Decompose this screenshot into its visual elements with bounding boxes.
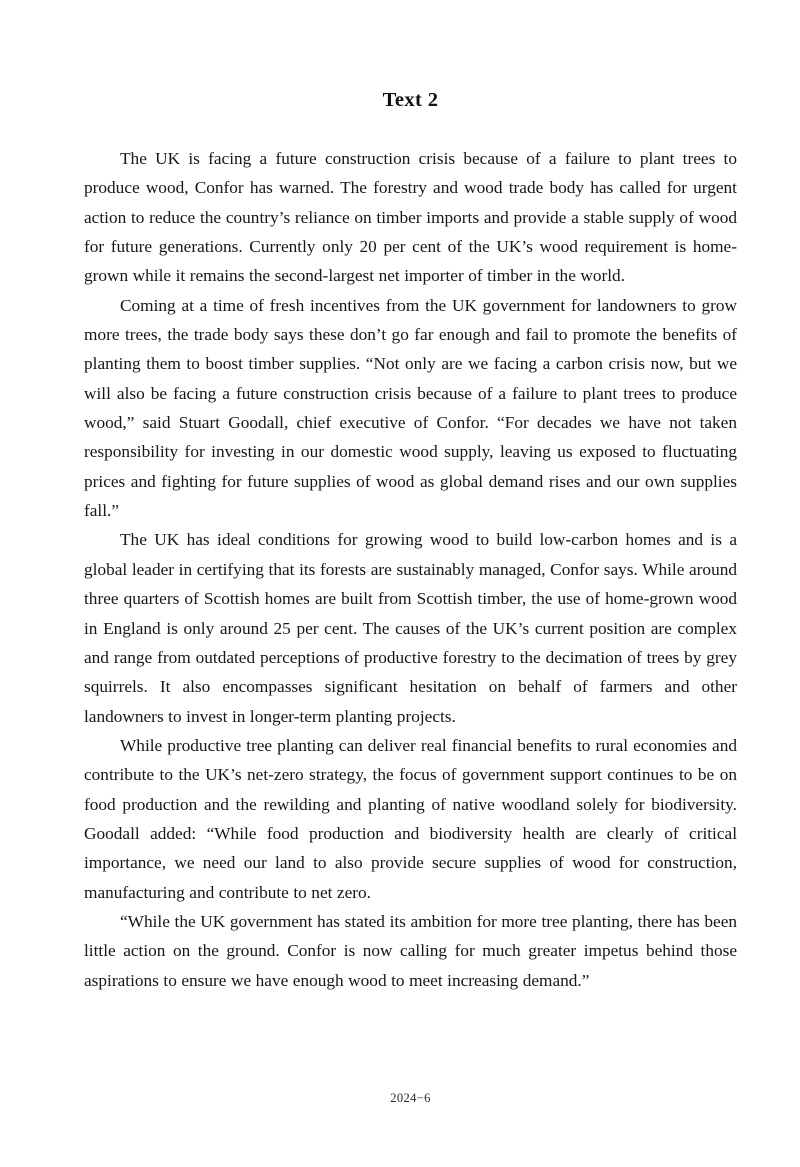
- article-body: [84, 144, 737, 995]
- paragraph-5: “While the UK government has stated its ambition for more tree planting, there has been little action on the ground. Confor is now calling for much greater impetus behind those aspirations to ensure we have enough wood to meet increasing demand.”: [84, 911, 737, 990]
- paragraph-2: Coming at a time of fresh incentives from the UK government for landowners to grow more trees, the trade body says these don’t go far enough and fail to promote the benefits of planting them to boost timber supplies. “Not only are we facing a carbon crisis now, but we will also be facing a future construction crisis because of a failure to plant trees to produce wood,” said Stuart Goodall, chief executive of Confor. “For decades we have not taken responsibility for investing in our domestic wood supply, leaving us exposed to fluctuating prices and fighting for future supplies of wood as global demand rises and our own supplies fall.”: [84, 295, 737, 521]
- page-title: Text 2: [382, 89, 439, 111]
- page-footer-number: 2024−6: [390, 1091, 431, 1105]
- paragraph-1: The UK is facing a future construction crisis because of a failure to plant trees to produce wood, Confor has warned. The forestry and wood trade body has called for urgent action to reduce the country’s reliance on timber imports and provide a stable supply of wood for future generations. Currently only 20 per cent of the UK’s wood requirement is home-grown while it remains the second-largest net importer of timber in the world.: [84, 149, 737, 286]
- paragraph-4: While productive tree planting can deliver real financial benefits to rural economies and contribute to the UK’s net-zero strategy, the focus of government support continues to be on food production and the rewilding and planting of native woodland solely for biodiversity. Goodall added: “While food production and biodiversity health are clearly of critical importance, we need our land to also provide secure supplies of wood for construction, manufacturing and contribute to net zero.: [84, 735, 737, 902]
- paragraph-3: The UK has ideal conditions for growing wood to build low-carbon homes and is a global leader in certifying that its forests are sustainably managed, Confor says. While around three quarters of Scottish homes are built from Scottish timber, the use of home-grown wood in England is only around 25 per cent. The causes of the UK’s current position are complex and range from outdated perceptions of productive forestry to the decimation of trees by grey squirrels. It also encompasses significant hesitation on behalf of farmers and other landowners to invest in longer-term planting projects.: [84, 530, 737, 726]
